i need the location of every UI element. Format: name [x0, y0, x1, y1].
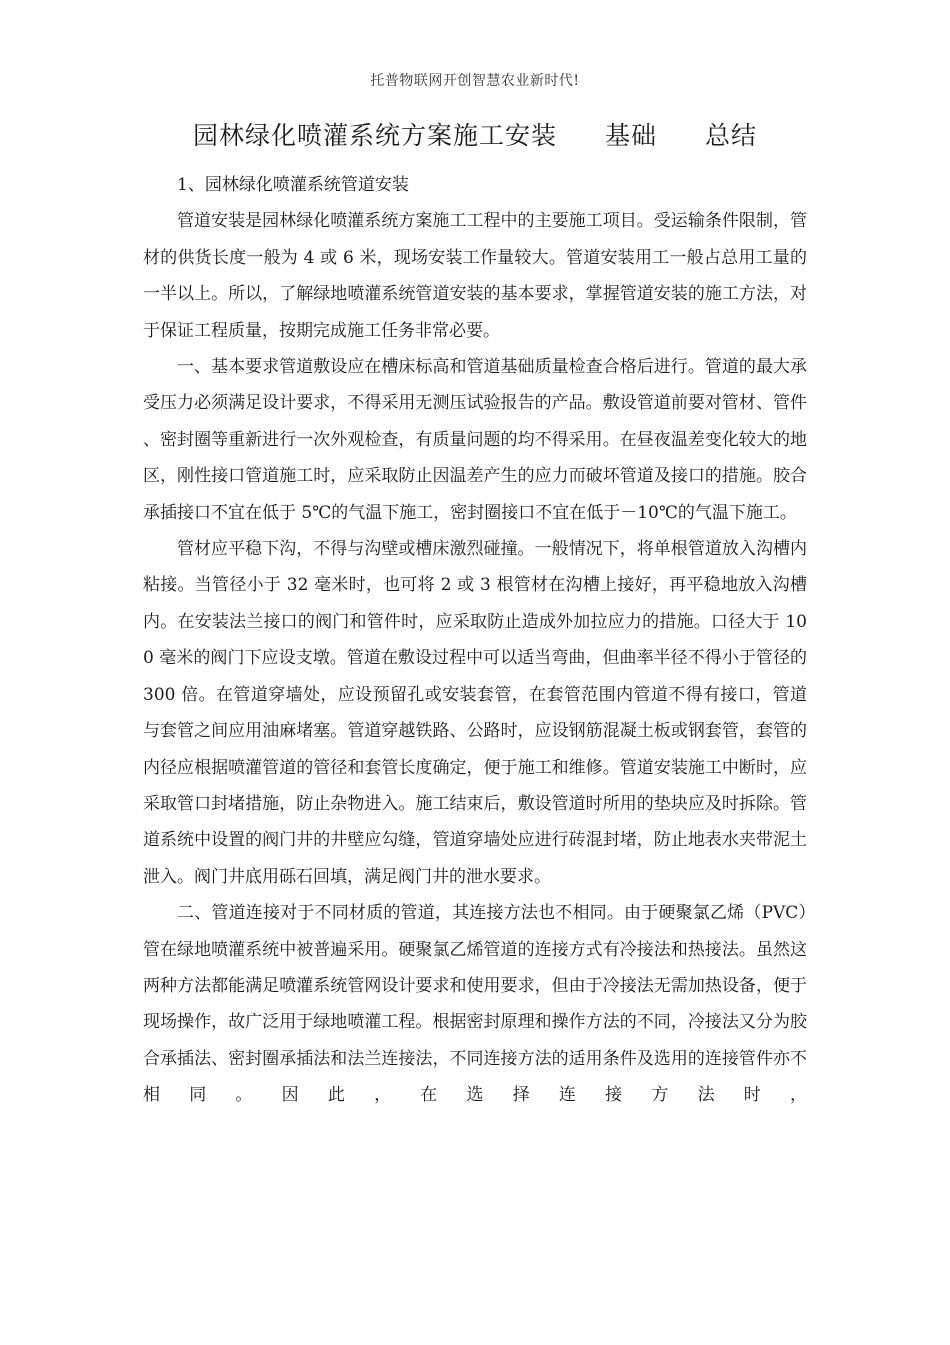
- paragraph-pipe-connection: 二、管道连接对于不同材质的管道，其连接方法也不相同。由于硬聚氯乙烯（PVC）管在绿地喷灌系统中被普遍采用。硬聚氯乙烯管道的连接方式有冷接法和热接法。虽然这两种方法都能满足喷灌系统管网设计要求和使用要求，但由于冷接法无需加热设备，便于现场操作，故广泛用于绿地喷灌工程。根据密封原理和操作方法的不同，冷接法又分为胶合承插法、密封圈承插法和法兰连接法，不同连接方法的适用条件及选用的连接管件亦不相同。因此，在选择连接方法时，: [143, 903, 807, 1106]
- title-basics-text: 基础: [604, 121, 657, 150]
- page-header-tagline: 托普物联网开创智慧农业新时代!: [370, 73, 580, 89]
- paragraph-basic-requirements: 一、基本要求管道敷设应在槽床标高和管道基础质量检查合格后进行。管道的最大承受压力必须满足设计要求，不得采用无测压试验报告的产品。敷设管道前要对管材、管件、密封圈等重新进行一次外观检查，有质量问题的均不得采用。在昼夜温差变化较大的地区，刚性接口管道施工时，应采取防止因温差产生的应力而破坏管道及接口的措施。胶合承插接口不宜在低于 5℃的气温下施工，密封圈接口不宜在低于－10℃的气温下施工。: [143, 357, 807, 523]
- paragraph-intro: 管道安装是园林绿化喷灌系统方案施工工程中的主要施工项目。受运输条件限制，管材的供货长度一般为 4 或 6 米，现场安装工作量较大。管道安装用工一般占总用工量的一半以上。所以，了解绿地喷灌系统管道安装的基本要求，掌握管道安装的施工方法，对于保证工程质量，按期完成施工任务非常必要。: [143, 211, 807, 341]
- section-heading: 1、园林绿化喷灌系统管道安装: [177, 175, 409, 195]
- title-main-text: 园林绿化喷灌系统方案施工安装: [192, 121, 557, 150]
- document-body: [143, 167, 807, 1114]
- title-summary-text: 总结: [705, 121, 758, 150]
- document-title: [0, 116, 950, 152]
- paragraph-pipe-laying: 管材应平稳下沟，不得与沟壁或槽床激烈碰撞。一般情况下，将单根管道放入沟槽内粘接。当管径小于 32 毫米时，也可将 2 或 3 根管材在沟槽上接好，再平稳地放入沟槽内。在安装法兰接口的阀门和管件时，应采取防止造成外加拉应力的措施。口径大于 100 毫米的阀门下应设支墩。管道在敷设过程中可以适当弯曲，但曲率半径不得小于管径的 300 倍。在管道穿墙处，应设预留孔或安装套管，在套管范围内管道不得有接口，管道与套管之间应用油麻堵塞。管道穿越铁路、公路时，应设钢筋混凝土板或钢套管，套管的内径应根据喷灌管道的管径和套管长度确定，便于施工和维修。管道安装施工中断时，应采取管口封堵措施，防止杂物进入。施工结束后，敷设管道时所用的垫块应及时拆除。管道系统中设置的阀门井的井壁应勾缝，管道穿墙处应进行砖混封堵，防止地表水夹带泥土泄入。阀门井底用砾石回填，满足阀门井的泄水要求。: [143, 539, 807, 887]
